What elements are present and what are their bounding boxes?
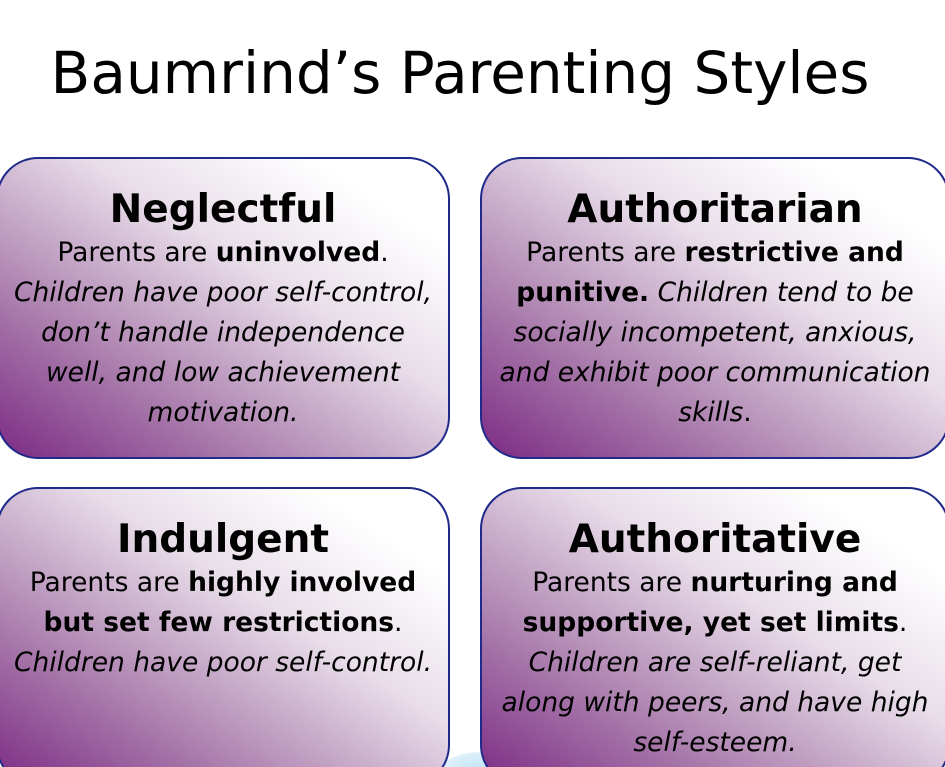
description-mid: .	[394, 607, 403, 638]
description-mid	[649, 277, 657, 308]
description-outcome: Children have poor self-control, don’t handle independence well, and low achievement motivation.	[13, 277, 433, 428]
card-description	[0, 563, 448, 683]
description-emphasis: restrictive and punitive.	[516, 237, 904, 308]
card-description	[482, 233, 945, 433]
card-description	[482, 563, 945, 763]
card-heading: Authoritative	[568, 517, 862, 562]
card-neglectful	[0, 157, 450, 459]
description-outcome: Children tend to be socially incompetent, anxious, and exhibit poor communication skills	[499, 277, 931, 428]
page-title: Baumrind’s Parenting Styles	[50, 38, 870, 107]
card-description	[0, 233, 448, 433]
card-heading: Indulgent	[116, 517, 330, 562]
description-emphasis: uninvolved	[215, 237, 381, 268]
description-prefix: Parents are	[526, 237, 685, 268]
card-heading: Neglectful	[109, 187, 337, 232]
card-heading: Authoritarian	[567, 187, 863, 232]
description-outcome: Children have poor self-control.	[13, 647, 433, 678]
description-prefix: Parents are	[532, 567, 691, 598]
description-emphasis: nurturing and supportive, yet set limits	[522, 567, 899, 638]
description-mid: .	[898, 607, 908, 638]
description-suffix: .	[743, 397, 752, 428]
card-authoritative	[480, 487, 945, 767]
card-indulgent	[0, 487, 450, 767]
description-prefix: Parents are	[57, 237, 216, 268]
description-prefix: Parents are	[29, 567, 189, 598]
description-emphasis: highly involved but set few restrictions	[43, 567, 417, 638]
card-authoritarian	[480, 157, 945, 459]
description-outcome: Children are self-reliant, get along with peers, and have high self-esteem.	[501, 647, 929, 758]
description-mid: .	[380, 237, 389, 268]
